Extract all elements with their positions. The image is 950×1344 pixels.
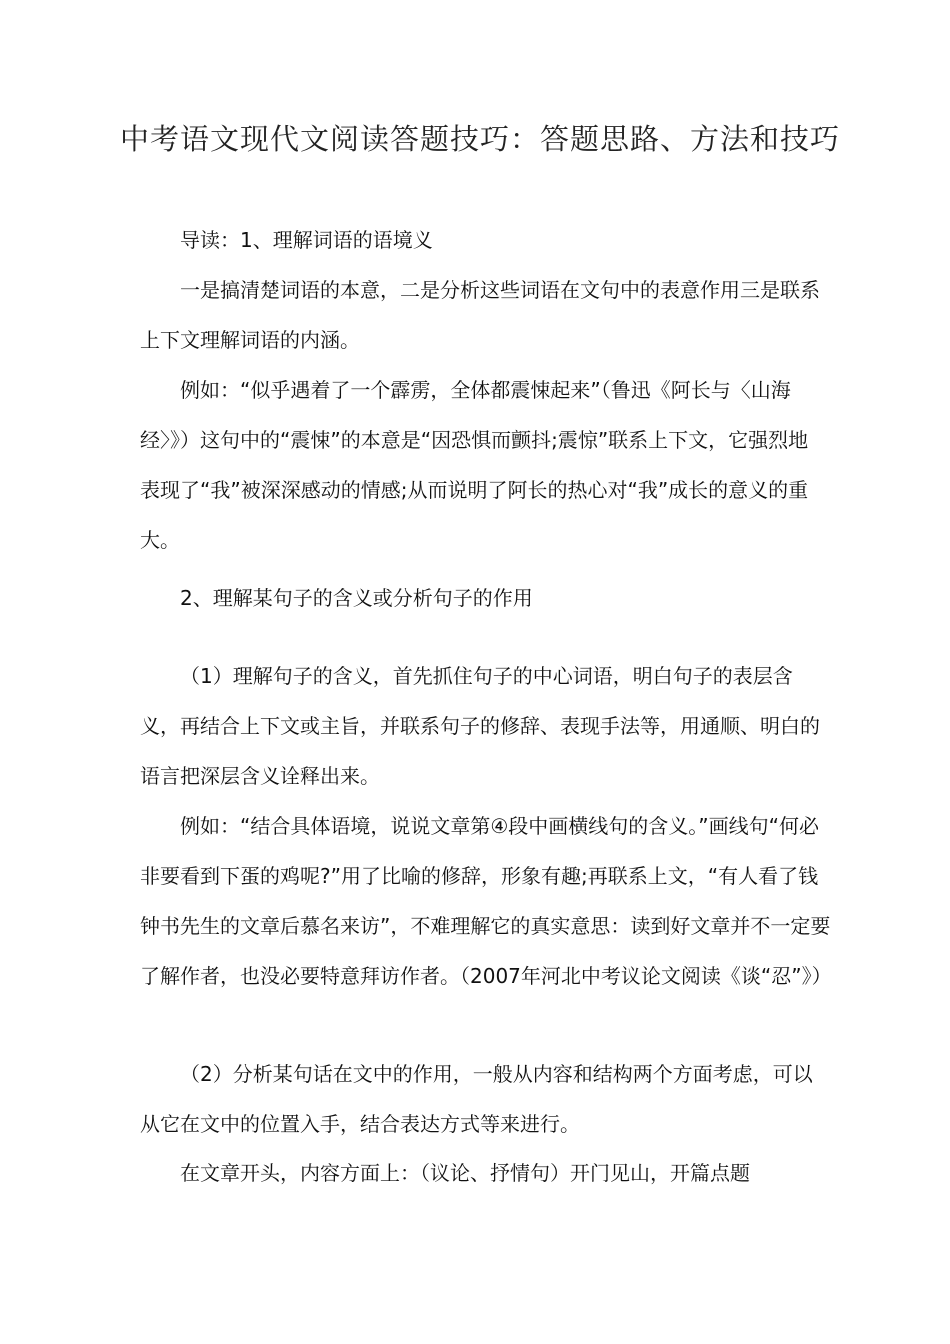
paragraph-article-opening: 在文章开头，内容方面上：（议论、抒情句）开门见山，开篇点题 (180, 1161, 750, 1185)
paragraph-sentence-function: （2）分析某句话在文中的作用，一般从内容和结构两个方面考虑，可以从它在文中的位置入手，结合表达方式等来进行。 (140, 1062, 813, 1136)
paragraph-example-2: 例如：“结合具体语境，说说文章第④段中画横线句的含义。”画线句“何必非要看到下蛋的鸡呢?”用了比喻的修辞，形象有趣;再联系上文，“有人看了钱钟书先生的文章后慕名来访”，不难理解它的真实意思：读到好文章并不一定要了解作者，也没必要特意拜访作者。（2007年河北中考议论文阅读《谈“忍”》） (140, 814, 832, 988)
paragraph-word-meaning: 一是搞清楚词语的本意，二是分析这些词语在文句中的表意作用三是联系上下文理解词语的内涵。 (140, 278, 820, 352)
paragraph-example-1: 例如：“似乎遇着了一个霹雳，全体都震悚起来”（鲁迅《阿长与〈山海经〉》）这句中的“震悚”的本意是“因恐惧而颤抖;震惊”联系上下文，它强烈地表现了“我”被深深感动的情感;从而说明了阿长的热心对“我”成长的意义的重大。 (140, 378, 809, 552)
paragraph-reading-guide: 导读：1、理解词语的语境义 (180, 228, 433, 252)
document-title: 中考语文现代文阅读答题技巧：答题思路、方法和技巧 (120, 122, 841, 156)
paragraph-section-2-heading: 2、理解某句子的含义或分析句子的作用 (180, 586, 533, 610)
paragraph-sentence-meaning: （1）理解句子的含义，首先抓住句子的中心词语，明白句子的表层含义，再结合上下文或主旨，并联系句子的修辞、表现手法等，用通顺、明白的语言把深层含义诠释出来。 (140, 664, 820, 788)
